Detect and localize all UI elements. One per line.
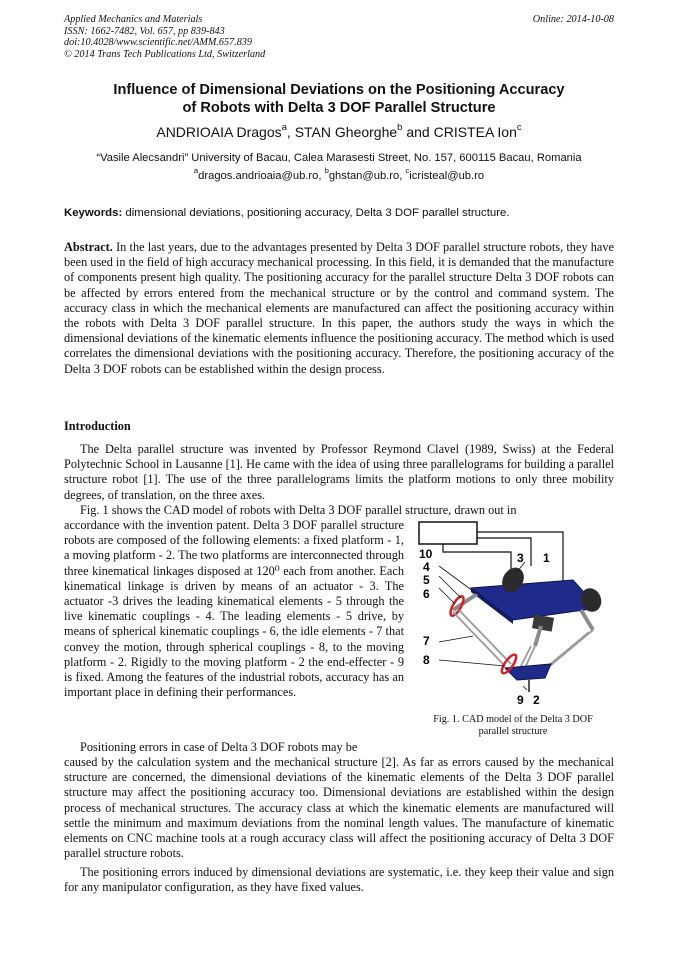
author-name: STAN Gheorghe xyxy=(294,124,398,140)
author-name: CRISTEA Ion xyxy=(433,124,517,140)
cad-model-figure xyxy=(413,518,613,708)
email-address[interactable]: icristeal@ub.ro xyxy=(409,170,485,182)
email-mark: b xyxy=(324,166,329,176)
leading-element xyxy=(581,610,593,630)
leader-line xyxy=(523,686,527,690)
section-heading-introduction: Introduction xyxy=(64,419,131,433)
cable-line xyxy=(443,544,511,578)
intro-paragraph-2-start: Fig. 1 shows the CAD model of robots with Delta 3 DOF parallel structure, drawn out in xyxy=(80,503,517,517)
intro-paragraph-2-wrap: accordance with the invention patent. Delta 3 DOF parallel structure robots are composed of the following elements: a fixed platform - 1, a moving platform - 2. The two platforms are interconnected through three kinematical linkages disposed at 120⁰ each from another. Each kinematical linkage is driven by means of an actuator - 3. The actuator -3 drives the leading kinematical elements - 5 through the live kinematic couplings - 4. The leading elements - 5 drive, by means of spherical kinematic couplings - 6, the idle elements - 7 that convey the motion, through spherical couplings - 8, to the moving platform - 2. Rigidly to the moving platform - 2 the end-effecter - 9 is fixed. Among the features of the industrial robots, accuracy has an important place in defining their performances. xyxy=(64,518,404,700)
paper-title xyxy=(64,81,614,117)
journal-name: Applied Mechanics and Materials xyxy=(64,14,203,25)
keywords xyxy=(64,206,614,220)
abstract-label: Abstract. xyxy=(64,240,113,254)
figure-part-label: 10 xyxy=(419,547,433,561)
intro-paragraph-3-rest: caused by the calculation system and the mechanical structure [2]. As far as errors caused by the mechanical structure are concerned, the dimensional deviations of the kinematic elements of the Delta 3 DOF parallel structure may affect the positioning accuracy too. Dimensional deviations are established within the design process of mechanical structures. The accuracy class at which the kinematic elements are manufactured will settle the minimum and maximum deviations from the nominal length values. The manufacture of kinematic elements on CNC machine tools at a rough accuracy class will affect the positioning accuracy of Delta 3 DOF parallel structure robots. xyxy=(64,755,614,861)
title-line-1: Influence of Dimensional Deviations on the Positioning Accuracy xyxy=(113,82,565,98)
figure-part-label: 6 xyxy=(423,587,430,601)
intro-paragraph-1: The Delta parallel structure was invented by Professor Reymond Clavel (1989, Swiss) at the Federal Polytechnic School in Lausanne [1]. He came with the idea of using three parallelograms for building a parallel structure robot [1]. The use of the three parallelograms limits the platform motions to only three mobility degrees, of translation, on the three axes. xyxy=(64,442,614,502)
author-list xyxy=(64,123,614,141)
leader-line xyxy=(439,660,505,666)
figure-part-label: 5 xyxy=(423,573,430,587)
leader-line xyxy=(439,636,473,642)
email-separator: , xyxy=(399,170,406,182)
leader-line xyxy=(439,588,455,604)
keywords-label: Keywords: xyxy=(64,207,123,219)
author-name: ANDRIOAIA Dragos xyxy=(156,124,282,140)
delta-robot-cad-drawing xyxy=(413,518,613,708)
title-line-2: of Robots with Delta 3 DOF Parallel Structure xyxy=(182,100,496,116)
doi-line: doi:10.4028/www.scientific.net/AMM.657.839 xyxy=(64,37,252,48)
actuator-motor xyxy=(532,614,554,631)
figure-part-label: 2 xyxy=(533,693,540,707)
intro-paragraph-3-start: Positioning errors in case of Delta 3 DOF robots may be xyxy=(80,740,358,754)
affiliation: “Vasile Alecsandri” University of Bacau, Calea Marasesti Street, No. 157, 600115 Bacau, Romania xyxy=(96,152,582,164)
caption-line-1: Fig. 1. CAD model of the Delta 3 DOF xyxy=(433,714,593,725)
intro-paragraph-4: The positioning errors induced by dimensional deviations are systematic, i.e. they keep their value and sign for any manipulator configuration, as they have fixed values. xyxy=(64,865,614,895)
author-separator: and xyxy=(402,124,434,140)
idle-element xyxy=(453,612,505,666)
figure-caption xyxy=(410,714,616,738)
copyright-line: © 2014 Trans Tech Publications Ltd, Switzerland xyxy=(64,48,266,60)
issn-line: ISSN: 1662-7482, Vol. 657, pp 839-843 xyxy=(64,25,225,37)
caption-line-2: parallel structure xyxy=(478,726,548,737)
abstract-text: In the last years, due to the advantages presented by Delta 3 DOF parallel structure robots, they have been used in the field of high accuracy mechanical processing. In this field, it is demanded that the manufacture of components present high quality. The positioning accuracy for the parallel structure Delta 3 DOF robots can be affected by errors entered from the mechanical structure or by the control and command system. The accuracy class in which the mechanical elements are manufactured can affect the positioning accuracy within the robots with Delta 3 DOF parallel structure. In this paper, the authors study the ways in which the dimensional deviations of the kinematic elements influence the positioning accuracy. The method which is used correlates the dimensional deviations with the positioning accuracy. Therefore, the positioning accuracy of the Delta 3 DOF robots can be established within the design process. xyxy=(64,240,614,376)
figure-part-label: 9 xyxy=(517,693,524,707)
figure-part-label: 1 xyxy=(543,551,550,565)
email-separator: , xyxy=(318,170,325,182)
email-address[interactable]: ghstan@ub.ro xyxy=(328,170,400,182)
leader-line xyxy=(439,566,477,594)
email-mark: c xyxy=(405,166,410,176)
author-affil-mark: c xyxy=(516,121,522,133)
leading-element xyxy=(453,594,477,610)
abstract xyxy=(64,240,614,377)
online-date: Online: 2014-10-08 xyxy=(532,14,614,25)
fixed-platform xyxy=(471,580,598,620)
figure-part-label: 3 xyxy=(517,551,524,565)
journal-header xyxy=(64,14,265,60)
control-unit-box xyxy=(419,522,477,544)
keywords-text: dimensional deviations, positioning accuracy, Delta 3 DOF parallel structure. xyxy=(125,207,510,219)
author-affil-mark: b xyxy=(397,121,403,133)
figure-part-label: 7 xyxy=(423,634,430,648)
idle-element xyxy=(545,630,593,670)
author-affil-mark: a xyxy=(281,121,287,133)
email-mark: a xyxy=(193,166,199,176)
author-emails xyxy=(64,166,614,183)
figure-part-label: 8 xyxy=(423,653,430,667)
author-separator: , xyxy=(286,124,295,140)
figure-part-label: 4 xyxy=(423,560,430,574)
email-address[interactable]: dragos.andrioaia@ub.ro xyxy=(198,170,319,182)
